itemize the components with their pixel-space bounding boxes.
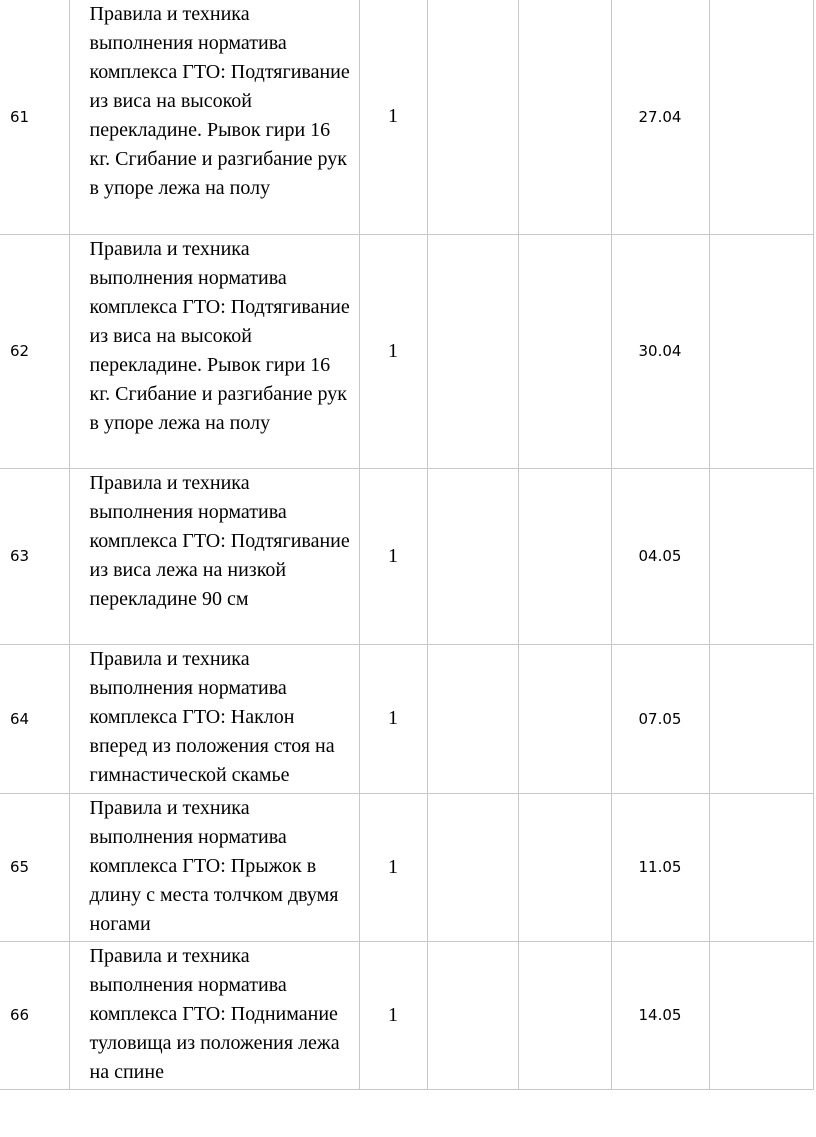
empty-cell (518, 468, 611, 644)
lesson-number: 64 (0, 644, 69, 793)
lesson-date: 30.04 (611, 234, 709, 468)
table-row (0, 941, 813, 1089)
lesson-number: 65 (0, 793, 69, 941)
empty-cell (709, 234, 813, 468)
empty-cell (427, 644, 518, 793)
lesson-topic: Правила и техника выполнения норматива комплекса ГТО: Подтягивание из виса лежа на низкой перекладине 90 см (69, 468, 359, 644)
empty-cell (518, 234, 611, 468)
empty-cell (518, 941, 611, 1089)
lesson-number: 61 (0, 0, 69, 234)
empty-cell (709, 0, 813, 234)
empty-cell (518, 644, 611, 793)
table-row (0, 644, 813, 793)
lesson-number: 62 (0, 234, 69, 468)
lesson-hours: 1 (359, 941, 427, 1089)
lesson-topic: Правила и техника выполнения норматива комплекса ГТО: Подтягивание из виса на высокой перекладине. Рывок гири 16 кг. Сгибание и разгибание рук в упоре лежа на полу (69, 234, 359, 468)
empty-cell (518, 793, 611, 941)
lesson-date: 07.05 (611, 644, 709, 793)
table-row (0, 234, 813, 468)
lesson-date: 11.05 (611, 793, 709, 941)
empty-cell (427, 234, 518, 468)
empty-cell (427, 793, 518, 941)
empty-cell (709, 793, 813, 941)
lesson-date: 04.05 (611, 468, 709, 644)
lesson-hours: 1 (359, 644, 427, 793)
lesson-hours: 1 (359, 468, 427, 644)
empty-cell (427, 468, 518, 644)
lesson-hours: 1 (359, 234, 427, 468)
lesson-topic: Правила и техника выполнения норматива комплекса ГТО: Подтягивание из виса на высокой перекладине. Рывок гири 16 кг. Сгибание и разгибание рук в упоре лежа на полу (69, 0, 359, 234)
empty-cell (709, 468, 813, 644)
empty-cell (709, 941, 813, 1089)
empty-cell (709, 644, 813, 793)
lesson-hours: 1 (359, 793, 427, 941)
lesson-hours: 1 (359, 0, 427, 234)
empty-cell (518, 0, 611, 234)
empty-cell (427, 0, 518, 234)
lesson-number: 63 (0, 468, 69, 644)
empty-cell (427, 941, 518, 1089)
lesson-number: 66 (0, 941, 69, 1089)
table-row (0, 0, 813, 234)
lesson-topic: Правила и техника выполнения норматива комплекса ГТО: Поднимание туловища из положения лежа на спине (69, 941, 359, 1089)
lesson-topic: Правила и техника выполнения норматива комплекса ГТО: Прыжок в длину с места толчком двумя ногами (69, 793, 359, 941)
table-row (0, 793, 813, 941)
table-row (0, 468, 813, 644)
lesson-date: 27.04 (611, 0, 709, 234)
lesson-date: 14.05 (611, 941, 709, 1089)
lesson-topic: Правила и техника выполнения норматива комплекса ГТО: Наклон вперед из положения стоя на гимнастической скамье (69, 644, 359, 793)
